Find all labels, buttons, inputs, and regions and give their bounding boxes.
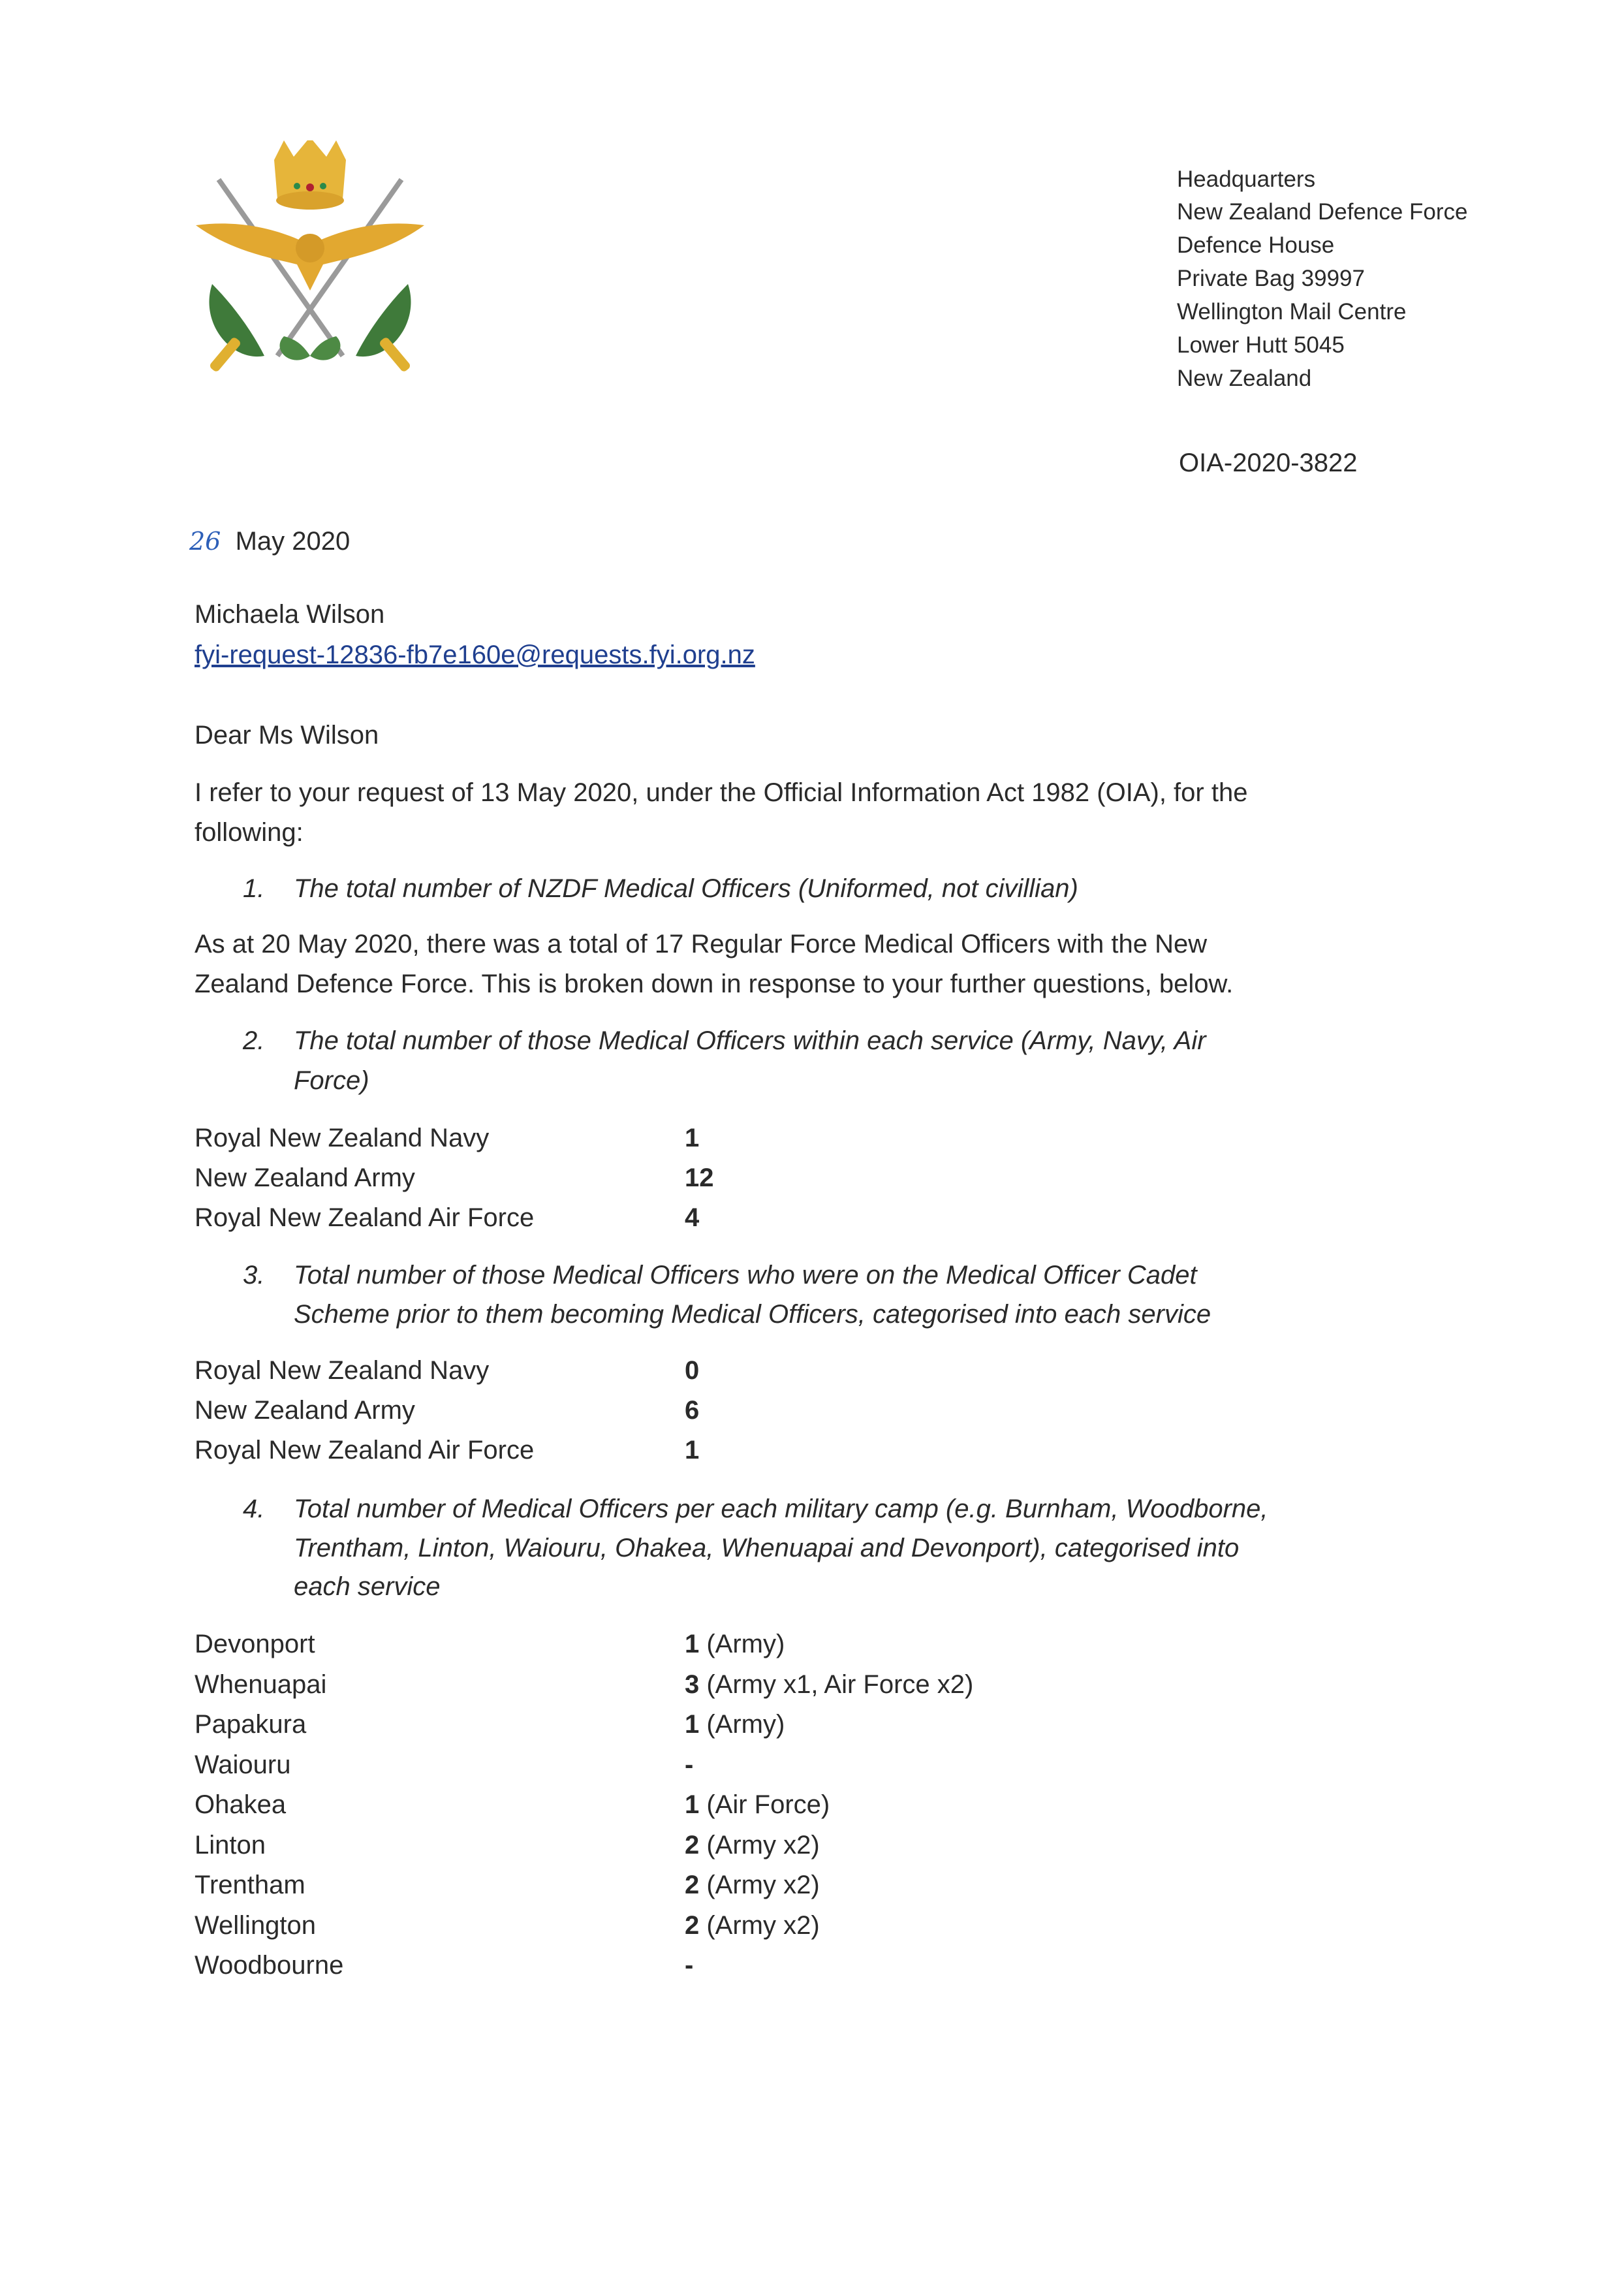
question-text: each service bbox=[294, 1572, 441, 1601]
camp-count-detail: (Army x2) bbox=[699, 1910, 820, 1940]
nzdf-crest-logo bbox=[193, 140, 428, 388]
address-line: New Zealand bbox=[1177, 366, 1312, 391]
question-number: 3. bbox=[243, 1261, 265, 1290]
service-count: 12 bbox=[685, 1163, 714, 1192]
camp-count-detail: (Army x2) bbox=[699, 1830, 820, 1860]
camp-count-value: 1 bbox=[685, 1630, 700, 1658]
question-text: Total number of those Medical Officers who were on the Medical Officer Cadet bbox=[294, 1261, 1197, 1290]
camp-label: Trentham bbox=[195, 1871, 305, 1899]
intro-line: following: bbox=[195, 818, 304, 847]
question-text: Trentham, Linton, Waiouru, Ohakea, Whenuapai and Devonport), categorised into bbox=[294, 1534, 1240, 1562]
camp-label: Ohakea bbox=[195, 1790, 287, 1819]
salutation: Dear Ms Wilson bbox=[195, 721, 379, 750]
service-label: Royal New Zealand Air Force bbox=[195, 1203, 535, 1232]
letter-date bbox=[189, 526, 350, 556]
camp-label: Whenuapai bbox=[195, 1670, 327, 1699]
camp-count bbox=[685, 1670, 973, 1700]
service-count: 1 bbox=[685, 1124, 700, 1152]
service-count: 0 bbox=[685, 1356, 700, 1385]
camp-label: Devonport bbox=[195, 1630, 315, 1658]
address-line: Wellington Mail Centre bbox=[1177, 299, 1407, 324]
camp-count-detail: (Army) bbox=[699, 1630, 785, 1658]
service-count: 1 bbox=[685, 1436, 700, 1464]
camp-count bbox=[685, 1790, 830, 1820]
camp-count bbox=[685, 1870, 820, 1900]
camp-label: Papakura bbox=[195, 1710, 307, 1739]
question-text: The total number of those Medical Officers within each service (Army, Navy, Air bbox=[294, 1026, 1206, 1055]
answer-line: As at 20 May 2020, there was a total of 17 Regular Force Medical Officers with the New bbox=[195, 930, 1208, 958]
camp-count-detail: (Army) bbox=[699, 1710, 785, 1739]
question-text: Total number of Medical Officers per each military camp (e.g. Burnham, Woodborne, bbox=[294, 1495, 1268, 1523]
reference-number: OIA-2020-3822 bbox=[1179, 449, 1358, 477]
camp-count-value: 2 bbox=[685, 1910, 700, 1940]
date-month-year: May 2020 bbox=[235, 527, 351, 556]
question-text: Force) bbox=[294, 1066, 369, 1095]
service-label: Royal New Zealand Navy bbox=[195, 1124, 490, 1152]
camp-count bbox=[685, 1709, 785, 1739]
camp-count-value: 2 bbox=[685, 1871, 700, 1899]
recipient-email-link[interactable]: fyi-request-12836-fb7e160e@requests.fyi.org.nz bbox=[195, 641, 755, 669]
intro-line: I refer to your request of 13 May 2020, under the Official Information Act 1982 (OIA), for the bbox=[195, 778, 1248, 807]
camp-count-value: - bbox=[685, 1750, 694, 1779]
recipient-name: Michaela Wilson bbox=[195, 600, 385, 629]
camp-count-detail: (Army x1, Air Force x2) bbox=[699, 1670, 974, 1699]
service-label: New Zealand Army bbox=[195, 1163, 415, 1192]
question-number: 4. bbox=[243, 1495, 265, 1523]
camp-label: Woodbourne bbox=[195, 1951, 344, 1980]
address-line: Private Bag 39997 bbox=[1177, 266, 1365, 291]
camp-label: Wellington bbox=[195, 1910, 317, 1940]
answer-line: Zealand Defence Force. This is broken down in response to your further questions, below. bbox=[195, 970, 1234, 998]
camp-label: Linton bbox=[195, 1830, 266, 1860]
camp-count-value: 2 bbox=[685, 1830, 700, 1860]
service-label: New Zealand Army bbox=[195, 1396, 415, 1425]
camp-count bbox=[685, 1910, 820, 1940]
question-number: 1. bbox=[243, 874, 265, 903]
question-text: Scheme prior to them becoming Medical Officers, categorised into each service bbox=[294, 1300, 1211, 1329]
camp-count-detail: (Air Force) bbox=[699, 1790, 830, 1819]
camp-count-value: 1 bbox=[685, 1790, 700, 1819]
camp-count bbox=[685, 1830, 820, 1860]
camp-label: Waiouru bbox=[195, 1750, 291, 1779]
address-line: Defence House bbox=[1177, 232, 1335, 258]
camp-count bbox=[685, 1750, 693, 1780]
handwritten-day: 26 bbox=[189, 527, 221, 556]
camp-count bbox=[685, 1629, 785, 1659]
service-label: Royal New Zealand Air Force bbox=[195, 1436, 535, 1464]
camp-count-value: - bbox=[685, 1951, 694, 1980]
service-count: 6 bbox=[685, 1396, 700, 1425]
address-line: Lower Hutt 5045 bbox=[1177, 332, 1345, 358]
camp-count-value: 3 bbox=[685, 1670, 700, 1699]
address-line: Headquarters bbox=[1177, 166, 1316, 192]
question-number: 2. bbox=[243, 1026, 265, 1055]
service-label: Royal New Zealand Navy bbox=[195, 1356, 490, 1385]
camp-count-detail: (Army x2) bbox=[699, 1871, 820, 1899]
camp-count bbox=[685, 1950, 693, 1980]
question-text: The total number of NZDF Medical Officers (Uniformed, not civillian) bbox=[294, 874, 1078, 903]
camp-count-value: 1 bbox=[685, 1710, 700, 1739]
address-line: New Zealand Defence Force bbox=[1177, 199, 1468, 225]
service-count: 4 bbox=[685, 1203, 700, 1232]
